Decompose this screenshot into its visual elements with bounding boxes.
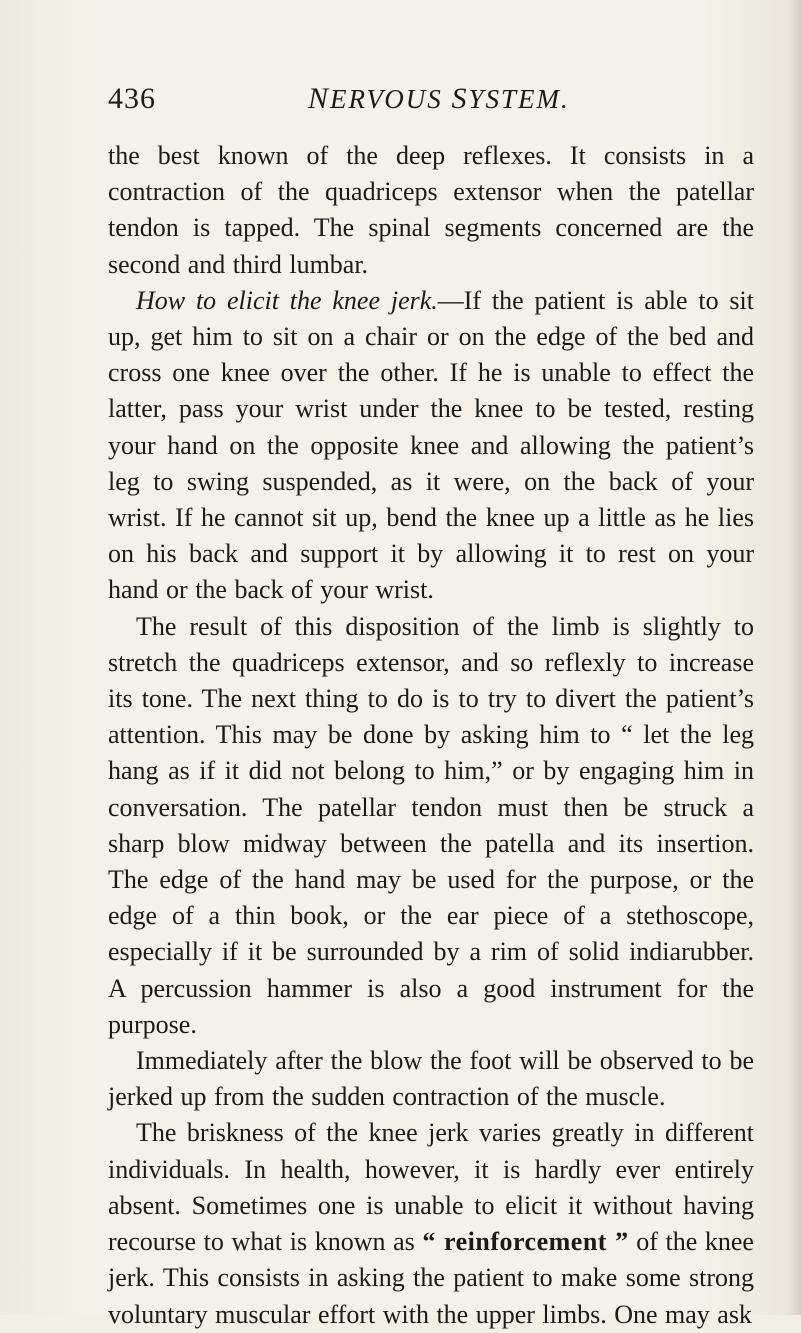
paragraph-1: the best known of the deep reflexes. It consists in a contraction of the quadriceps extensor when the patellar tendon is tapped. The spinal segments concerned are the second and third lumbar. <box>108 141 754 279</box>
paragraph-2 <box>108 283 754 609</box>
running-head-cap-s: S <box>451 82 469 115</box>
paragraph-2-body: —If the patient is able to sit up, get him to sit on a chair or on the edge of the bed and cross one knee over the other. If he is unable to effect the latter, pass your wrist under the knee to be tested, resting your hand on the opposite knee and allowing the patient’s leg to swing suspended, as it were, on the back of your wrist. If he cannot sit up, bend the knee up a little as he lies on his back and support it by allowing it to rest on your hand or the back of your wrist. <box>108 285 754 605</box>
section-heading: How to elicit the knee jerk. <box>136 285 438 315</box>
page-number: 436 <box>108 82 156 115</box>
page-header <box>108 82 748 122</box>
paragraph-5-end: of the knee jerk. This consists in asking the patient to make some strong voluntary muscular effort with the upper limbs. One may ask <box>108 1227 754 1329</box>
running-head <box>308 82 570 116</box>
paragraph-4: Immediately after the blow the foot will be observed to be jerked up from the sudden contraction of the muscle. <box>108 1046 754 1112</box>
running-head-word-1: ERVOUS <box>330 84 452 114</box>
page-edge-shadow <box>787 0 801 1315</box>
paragraph-5 <box>108 1115 754 1332</box>
running-head-cap-n: N <box>308 82 331 115</box>
running-head-word-2: YSTEM. <box>468 84 570 114</box>
paragraph-5-start: The briskness of the knee jerk varies greatly in different individuals. In health, however, it is hardly ever entirely absent. Sometimes one is unable to elicit it without having recourse to what is known as <box>108 1118 754 1257</box>
body-text <box>108 138 754 1333</box>
paragraph-3: The result of this disposition of the limb is slightly to stretch the quadriceps extensor, and so reflexly to increase its tone. The next thing to do is to try to divert the patient’s attention. This may be done by asking him to “ let the leg hang as if it did not belong to him,” or by engaging him in conversation. The patellar tendon must then be struck a sharp blow midway between the patella and its insertion. The edge of the hand may be used for the purpose, or the edge of a thin book, or the ear piece of a stethoscope, especially if it be surrounded by a rim of solid indiarubber. A percussion hammer is also a good instrument for the purpose. <box>108 611 754 1039</box>
bold-term-reinforcement: “ reinforcement ” <box>422 1227 629 1257</box>
